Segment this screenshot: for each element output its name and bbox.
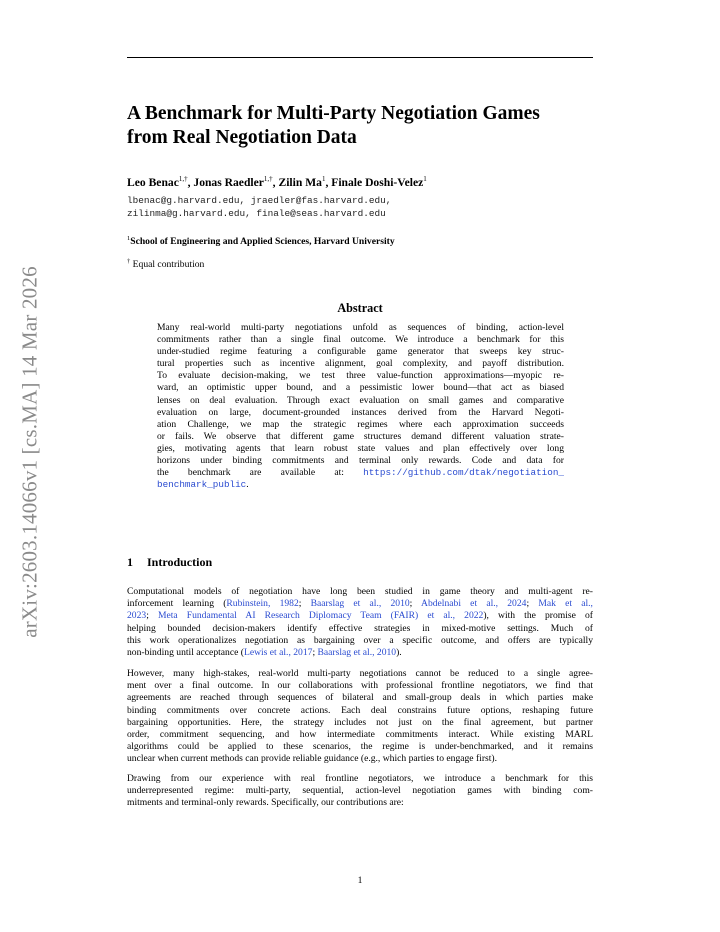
paragraph-line: mitments and terminal-only rewards. Specifically, our contributions are: (127, 797, 404, 809)
arxiv-stamp[interactable]: arXiv:2603.14066v1 [cs.MA] 14 Mar 2026 (17, 266, 42, 638)
intro-paragraph-3 (127, 773, 593, 810)
paragraph-line: helping bounded decision-makers identify effective strategies in mixed-motive settings. Much of (127, 622, 593, 634)
abstract-line: horizons under binding commitments and terminal only rewards. Code and data for (157, 455, 564, 467)
author-name: Jonas Raedler (193, 176, 264, 189)
paragraph-line: non-binding until acceptance (Lewis et al., 2017; Baarslag et al., 2010). (127, 647, 402, 659)
section-title: Introduction (147, 555, 213, 569)
author-name: Finale Doshi-Velez (331, 176, 424, 189)
section-heading-introduction (127, 555, 212, 570)
paragraph-line: order, commitment sequencing, and how intermediate commitments interact. While existing MARL (127, 729, 593, 741)
paragraph-line: 2023; Meta Fundamental AI Research Diplomacy Team (FAIR) et al., 2022), with the promise of (127, 610, 593, 622)
paper-title (127, 102, 597, 150)
author-list: Leo Benac$^{1,\dagger}$, Jonas Raedler$^{1,\dagger}$, Zilin Ma$^1$, Finale Doshi-Velez$^1$ (127, 175, 427, 189)
paragraph-line: bargaining opportunities. Here, the strategy includes not just on the final agreement, but partner (127, 716, 593, 728)
abstract-line: commitments rather than a single final outcome. We introduce a benchmark for this (157, 334, 564, 346)
author-affil-mark: 1 (321, 175, 326, 183)
title-line: from Real Negotiation Data (127, 127, 357, 148)
abstract-line: under-studied regime featuring a configurable game generator that sweeps key struc- (157, 346, 564, 358)
affiliation: $^1$School of Engineering and Applied Sciences, Harvard University (127, 235, 395, 247)
citation-link[interactable]: Meta Fundamental AI Research Diplomacy Team (FAIR) et al., 2022 (157, 610, 484, 622)
intro-paragraph-2 (127, 668, 593, 766)
citation-link[interactable]: Lewis et al., 2017 (243, 647, 313, 659)
paragraph-line: underrepresented regime: multi-party, sequential, action-level negotiation games with binding com- (127, 785, 593, 797)
paragraph-line: binding commitments over concrete actions. Each deal constrains future options, reshaping future (127, 704, 593, 716)
abstract-line: gies, motivating agents that learn robust state values and plan effectively over long (157, 442, 564, 454)
abstract-line: ation Challenge, we map the strategic regimes where each approximation succeeds (157, 418, 564, 430)
abstract-line: evaluation on large, document-grounded instances derived from the Harvard Negoti- (157, 406, 564, 418)
paragraph-line: unclear when current methods can provide reliable guidance (e.g., which parties to engage first). (127, 753, 498, 765)
abstract-line: or fails. We observe that different game structures demand different valuation strate- (157, 430, 564, 442)
author-affil-mark: 1 (423, 175, 427, 183)
abstract-body (157, 322, 564, 491)
author-name: Zilin Ma (278, 176, 322, 189)
citation-link[interactable]: 2023 (127, 610, 147, 622)
paragraph-line: ment over a final outcome. In our collaborations with professional frontline negotiators, we find that (127, 680, 593, 692)
title-line: A Benchmark for Multi-Party Negotiation Games (127, 103, 540, 124)
abstract-line: lenses on deal evaluation. Through exact evaluation on small games and comparative (157, 394, 564, 406)
paragraph-line: this work operationalizes negotiation as bargaining over a specific outcome, and offers are typically (127, 634, 593, 646)
code-repo-link-cont[interactable]: benchmark_public (157, 479, 247, 491)
author-name: Leo Benac (127, 176, 179, 189)
author-emails: lbenac@g.harvard.edu, jraedler@fas.harvard.edu, zilinma@g.harvard.edu, finale@seas.harvard.edu (127, 195, 392, 219)
paragraph-line: Computational models of negotiation have long been studied in game theory and multi-agent re- (127, 586, 593, 597)
abstract-line: To evaluate decision-making, we test three value-function approximations—myopic re- (157, 370, 564, 382)
paragraph-line: inforcement learning (Rubinstein, 1982; Baarslag et al., 2010; Abdelnabi et al., 2024; Mak et al., (127, 598, 593, 610)
equal-contribution-note: † Equal contribution (127, 258, 205, 270)
abstract-line: Many real-world multi-party negotiations unfold as sequences of binding, action-level (157, 322, 564, 333)
abstract-line: tural properties such as incentive alignment, goal complexity, and payoff distribution. (157, 358, 564, 370)
citation-link[interactable]: Abdelnabi et al., 2024 (421, 598, 527, 610)
author-affil-mark: 1,† (263, 175, 273, 183)
abstract-heading: Abstract (337, 301, 383, 315)
abstract-line: benchmark_public. (157, 479, 249, 491)
abstract-line: ward, an optimistic upper bound, and a pessimistic lower bound—that act as biased (157, 382, 564, 394)
abstract-line: the benchmark are available at: https://github.com/dtak/negotiation_ (157, 467, 564, 479)
paragraph-line: However, many high-stakes, real-world multi-party negotiations cannot be reduced to a single agree- (127, 668, 593, 679)
citation-link[interactable]: Baarslag et al., 2010 (317, 647, 397, 659)
top-rule (127, 57, 593, 58)
author-affil-mark: 1,† (178, 175, 188, 183)
page-number: 1 (357, 875, 363, 886)
paragraph-line: agreements are reached through sequences of bilateral and small-group deals in which parties make (127, 692, 593, 704)
intro-paragraph-1 (127, 586, 593, 659)
section-number: 1 (127, 555, 133, 569)
paragraph-line: Drawing from our experience with real frontline negotiators, we introduce a benchmark for this (127, 773, 593, 784)
code-repo-link[interactable]: https://github.com/dtak/negotiation_ (363, 467, 564, 479)
citation-link[interactable]: Rubinstein, 1982 (226, 598, 299, 610)
paragraph-line: algorithms could be applied to these scenarios, the regime is under-benchmarked, and it remains (127, 741, 593, 753)
citation-link[interactable]: Baarslag et al., 2010 (310, 598, 410, 610)
citation-link[interactable]: Mak et al., (538, 598, 593, 610)
